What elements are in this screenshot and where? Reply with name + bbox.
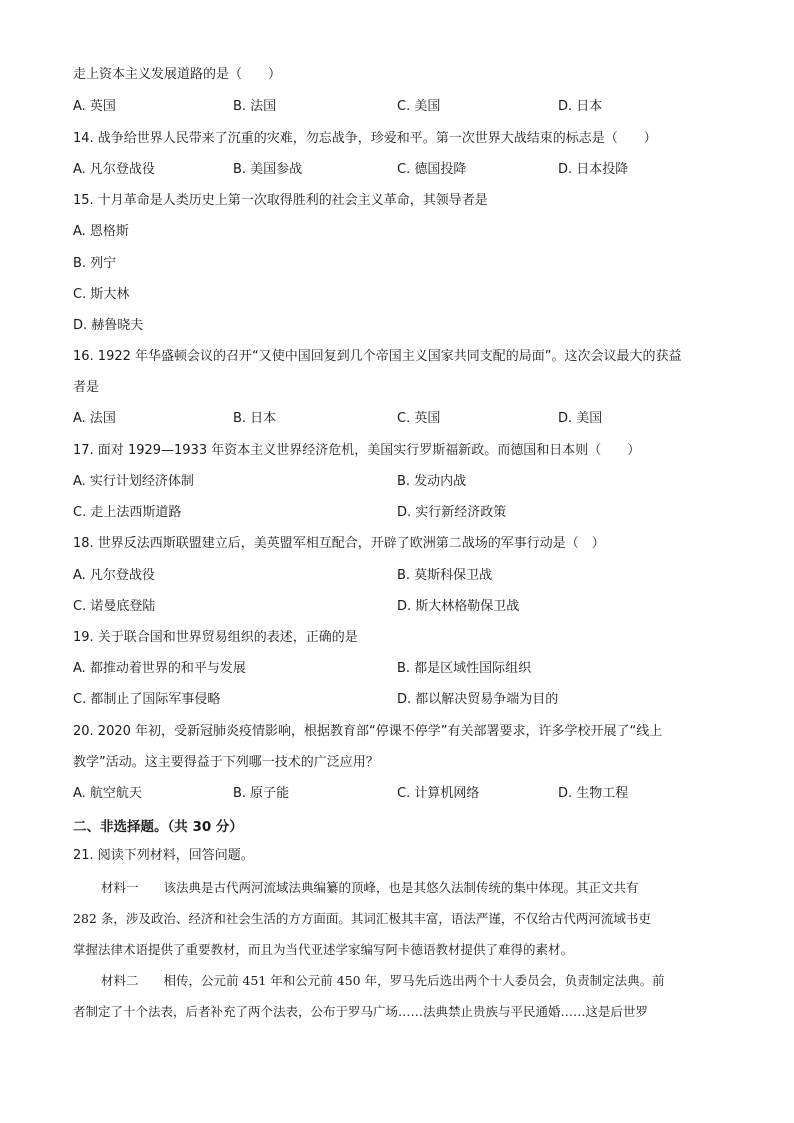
q14-option-a: A. 凡尔登战役 [73,162,155,177]
q15-stem: 15. 十月革命是人类历史上第一次取得胜利的社会主义革命，其领导者是 [73,193,488,208]
q13-option-d: D. 日本 [558,99,603,114]
material2-line: 者制定了十个法表，后者补充了两个法表，公布于罗马广场……法典禁止贵族与平民通婚……这是后世罗 [73,1004,649,1019]
q20-option-d: D. 生物工程 [558,786,629,801]
q19-option-d: D. 都以解决贸易争端为目的 [397,692,559,707]
q14-stem: 14. 战争给世界人民带来了沉重的灾难，勿忘战争，珍爱和平。第一次世界大战结束的标志是（ ） [73,131,657,146]
q15-option-b: B. 列宁 [73,256,117,271]
q15-option-d: D. 赫鲁晓夫 [73,318,144,333]
material1-line: 材料一 该法典是古代两河流域法典编纂的顶峰，也是其悠久法制传统的集中体现。其正文共有 [101,880,639,895]
q14-option-c: C. 德国投降 [397,162,467,177]
q17-option-c: C. 走上法西斯道路 [73,505,182,520]
q13-option-c: C. 美国 [397,99,441,114]
q20-option-c: C. 计算机网络 [397,786,480,801]
q18-option-b: B. 莫斯科保卫战 [397,568,493,583]
q17-option-b: B. 发动内战 [397,474,467,489]
q15-option-a: A. 恩格斯 [73,224,129,239]
q18-option-d: D. 斯大林格勒保卫战 [397,599,520,614]
material1-line: 掌握法律术语提供了重要教材，而且为当代亚述学家编写阿卡德语教材提供了难得的素材。 [73,942,574,957]
q14-option-b: B. 美国参战 [233,162,303,177]
q19-option-b: B. 都是区域性国际组织 [397,661,532,676]
material1-line: 282 条，涉及政治、经济和社会生活的方方面面。其词汇极其丰富，语法严谨，不仅给古代两河流域书吏 [73,911,651,926]
q16-option-c: C. 英国 [397,411,441,426]
q21-stem: 21. 阅读下列材料，回答问题。 [73,848,254,863]
q14-option-d: D. 日本投降 [558,162,629,177]
q18-option-c: C. 诺曼底登陆 [73,599,156,614]
q16-stem-line1: 16. 1922 年华盛顿会议的召开“又使中国回复到几个帝国主义国家共同支配的局面”。这次会议最大的获益 [73,349,682,364]
q18-stem: 18. 世界反法西斯联盟建立后，美英盟军相互配合，开辟了欧洲第二战场的军事行动是（ ） [73,536,605,551]
q13-stem: 走上资本主义发展道路的是（ ） [73,67,282,82]
q17-stem: 17. 面对 1929—1933 年资本主义世界经济危机，美国实行罗斯福新政。而德国和日本则（ ） [73,443,641,458]
q17-option-d: D. 实行新经济政策 [397,505,507,520]
q13-option-a: A. 英国 [73,99,116,114]
q20-stem-line2: 教学”活动。这主要得益于下列哪一技术的广泛应用？ [73,755,379,770]
q18-option-a: A. 凡尔登战役 [73,568,155,583]
q19-option-a: A. 都推动着世界的和平与发展 [73,661,246,676]
material2-line: 材料二 相传，公元前 451 年和公元前 450 年，罗马先后选出两个十人委员会，负责制定法典。前 [101,973,665,988]
q16-option-a: A. 法国 [73,411,116,426]
q16-option-b: B. 日本 [233,411,277,426]
q20-option-b: B. 原子能 [233,786,290,801]
q20-option-a: A. 航空航天 [73,786,142,801]
q19-option-c: C. 都制止了国际军事侵略 [73,692,221,707]
q13-option-b: B. 法国 [233,99,277,114]
q17-option-a: A. 实行计划经济体制 [73,474,194,489]
q19-stem: 19. 关于联合国和世界贸易组织的表述，正确的是 [73,630,358,645]
section-heading: 二、非选择题。（共 30 分） [73,819,243,835]
q20-stem-line1: 20. 2020 年初，受新冠肺炎疫情影响，根据教育部“停课不停学”有关部署要求，许多学校开展了“线上 [73,724,663,739]
q16-stem-line2: 者是 [73,380,100,395]
q16-option-d: D. 美国 [558,411,603,426]
q15-option-c: C. 斯大林 [73,287,130,302]
